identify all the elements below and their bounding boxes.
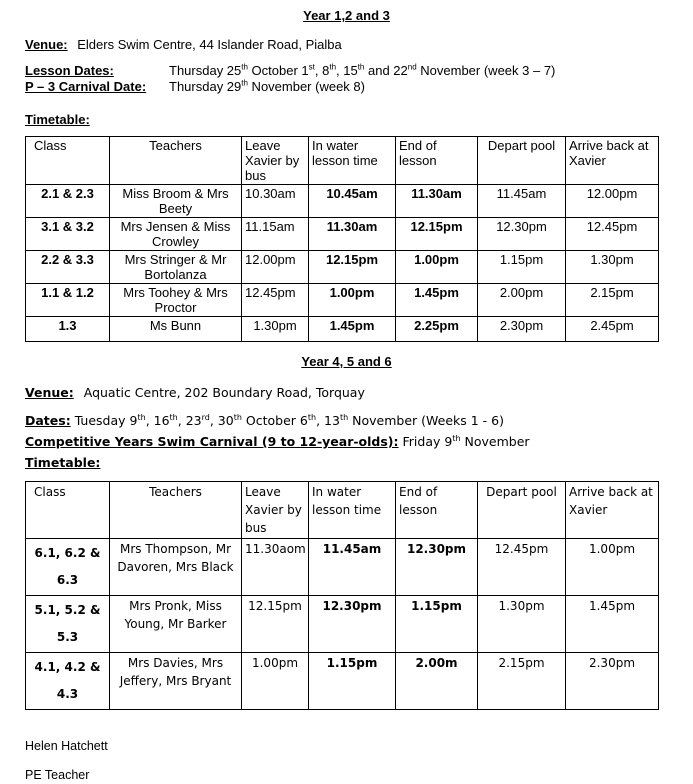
section2-dates: Dates: Tuesday 9th, 16th, 23rd, 30th October 6th, 13th November (Weeks 1 - 6) bbox=[25, 412, 504, 428]
section2-title: Year 4, 5 and 6 bbox=[301, 354, 392, 369]
table-row bbox=[26, 251, 659, 284]
cell-end: 1.00pm bbox=[396, 251, 478, 284]
cell-in-water: 12.30pm bbox=[309, 596, 396, 653]
table-row bbox=[26, 317, 659, 342]
signature-name: Helen Hatchett bbox=[25, 739, 108, 753]
cell-leave: 12.15pm bbox=[242, 596, 309, 653]
header-leave: Leave Xavier by bus bbox=[242, 482, 309, 539]
table-row bbox=[26, 539, 659, 596]
cell-leave: 11.15am bbox=[242, 218, 309, 251]
timetable-years-1-3 bbox=[25, 136, 659, 342]
cell-in-water: 11.45am bbox=[309, 539, 396, 596]
cell-end: 1.15pm bbox=[396, 596, 478, 653]
table-row bbox=[26, 185, 659, 218]
header-arrive: Arrive back at Xavier bbox=[566, 137, 659, 185]
header-teachers: Teachers bbox=[110, 482, 242, 539]
cell-depart: 1.30pm bbox=[478, 596, 566, 653]
header-arrive: Arrive back at Xavier bbox=[566, 482, 659, 539]
cell-arrive: 12.45pm bbox=[566, 218, 659, 251]
header-depart: Depart pool bbox=[478, 137, 566, 185]
header-depart: Depart pool bbox=[478, 482, 566, 539]
cell-depart: 2.15pm bbox=[478, 653, 566, 710]
lesson-dates-label: Lesson Dates: bbox=[25, 63, 114, 78]
cell-end: 11.30am bbox=[396, 185, 478, 218]
venue-text: Aquatic Centre, 202 Boundary Road, Torquay bbox=[83, 385, 365, 400]
carnival-label: P – 3 Carnival Date: bbox=[25, 79, 147, 94]
timetable-label: Timetable: bbox=[25, 112, 90, 127]
header-end: End of lesson bbox=[396, 137, 478, 185]
cell-leave: 12.00pm bbox=[242, 251, 309, 284]
cell-teachers: Ms Bunn bbox=[110, 317, 242, 342]
cell-teachers: Mrs Jensen & Miss Crowley bbox=[110, 218, 242, 251]
cell-depart: 1.15pm bbox=[478, 251, 566, 284]
table-header-row bbox=[26, 482, 659, 539]
section2-venue bbox=[25, 385, 365, 400]
cell-depart: 2.30pm bbox=[478, 317, 566, 342]
section2-carnival: Competitive Years Swim Carnival (9 to 12-year-olds): Friday 9th November bbox=[25, 433, 530, 449]
cell-class: 2.2 & 3.3 bbox=[26, 251, 110, 284]
cell-arrive: 1.45pm bbox=[566, 596, 659, 653]
header-class: Class bbox=[26, 482, 110, 539]
cell-teachers: Mrs Stringer & Mr Bortolanza bbox=[110, 251, 242, 284]
cell-teachers: Mrs Toohey & Mrs Proctor bbox=[110, 284, 242, 317]
cell-end: 2.00m bbox=[396, 653, 478, 710]
venue-label: Venue: bbox=[25, 385, 74, 400]
header-in-water: In water lesson time bbox=[309, 137, 396, 185]
cell-teachers: Mrs Thompson, Mr Davoren, Mrs Black bbox=[110, 539, 242, 596]
cell-end: 1.45pm bbox=[396, 284, 478, 317]
cell-arrive: 1.30pm bbox=[566, 251, 659, 284]
timetable-years-4-6 bbox=[25, 481, 659, 710]
carnival-date: Thursday 29th November (week 8) bbox=[169, 78, 365, 94]
venue-label: Venue: bbox=[25, 37, 68, 52]
cell-end: 12.15pm bbox=[396, 218, 478, 251]
cell-in-water: 10.45am bbox=[309, 185, 396, 218]
header-in-water: In water lesson time bbox=[309, 482, 396, 539]
cell-class: 5.1, 5.2 & 5.3 bbox=[26, 596, 110, 653]
header-teachers: Teachers bbox=[110, 137, 242, 185]
signature-role: PE Teacher bbox=[25, 768, 90, 782]
table-row bbox=[26, 218, 659, 251]
cell-arrive: 2.30pm bbox=[566, 653, 659, 710]
dates-label: Dates: bbox=[25, 413, 71, 428]
cell-class: 4.1, 4.2 & 4.3 bbox=[26, 653, 110, 710]
cell-depart: 12.45pm bbox=[478, 539, 566, 596]
cell-class: 1.1 & 1.2 bbox=[26, 284, 110, 317]
cell-in-water: 1.45pm bbox=[309, 317, 396, 342]
cell-in-water: 11.30am bbox=[309, 218, 396, 251]
cell-class: 1.3 bbox=[26, 317, 110, 342]
cell-leave: 1.30pm bbox=[242, 317, 309, 342]
cell-in-water: 1.00pm bbox=[309, 284, 396, 317]
cell-class: 2.1 & 2.3 bbox=[26, 185, 110, 218]
cell-in-water: 12.15pm bbox=[309, 251, 396, 284]
cell-leave: 12.45pm bbox=[242, 284, 309, 317]
cell-arrive: 2.45pm bbox=[566, 317, 659, 342]
cell-arrive: 2.15pm bbox=[566, 284, 659, 317]
timetable-label: Timetable: bbox=[25, 455, 101, 470]
cell-arrive: 1.00pm bbox=[566, 539, 659, 596]
table-header-row bbox=[26, 137, 659, 185]
cell-depart: 2.00pm bbox=[478, 284, 566, 317]
cell-teachers: Mrs Davies, Mrs Jeffery, Mrs Bryant bbox=[110, 653, 242, 710]
cell-class: 6.1, 6.2 & 6.3 bbox=[26, 539, 110, 596]
section1-venue bbox=[25, 37, 342, 52]
cell-in-water: 1.15pm bbox=[309, 653, 396, 710]
cell-leave: 1.00pm bbox=[242, 653, 309, 710]
lesson-dates: Thursday 25th October 1st, 8th, 15th and 22nd November (week 3 – 7) bbox=[169, 62, 556, 78]
cell-depart: 11.45am bbox=[478, 185, 566, 218]
cell-leave: 10.30am bbox=[242, 185, 309, 218]
table-row bbox=[26, 596, 659, 653]
cell-arrive: 12.00pm bbox=[566, 185, 659, 218]
cell-class: 3.1 & 3.2 bbox=[26, 218, 110, 251]
venue-text: Elders Swim Centre, 44 Islander Road, Pialba bbox=[77, 37, 342, 52]
header-end: End of lesson bbox=[396, 482, 478, 539]
table-row bbox=[26, 653, 659, 710]
header-leave: Leave Xavier by bus bbox=[242, 137, 309, 185]
cell-leave: 11.30aom bbox=[242, 539, 309, 596]
cell-end: 12.30pm bbox=[396, 539, 478, 596]
section1-title: Year 1,2 and 3 bbox=[303, 8, 390, 23]
cell-end: 2.25pm bbox=[396, 317, 478, 342]
cell-teachers: Mrs Pronk, Miss Young, Mr Barker bbox=[110, 596, 242, 653]
cell-depart: 12.30pm bbox=[478, 218, 566, 251]
table-row bbox=[26, 284, 659, 317]
header-class: Class bbox=[26, 137, 110, 185]
carnival-label: Competitive Years Swim Carnival (9 to 12-year-olds): bbox=[25, 434, 399, 449]
cell-teachers: Miss Broom & Mrs Beety bbox=[110, 185, 242, 218]
